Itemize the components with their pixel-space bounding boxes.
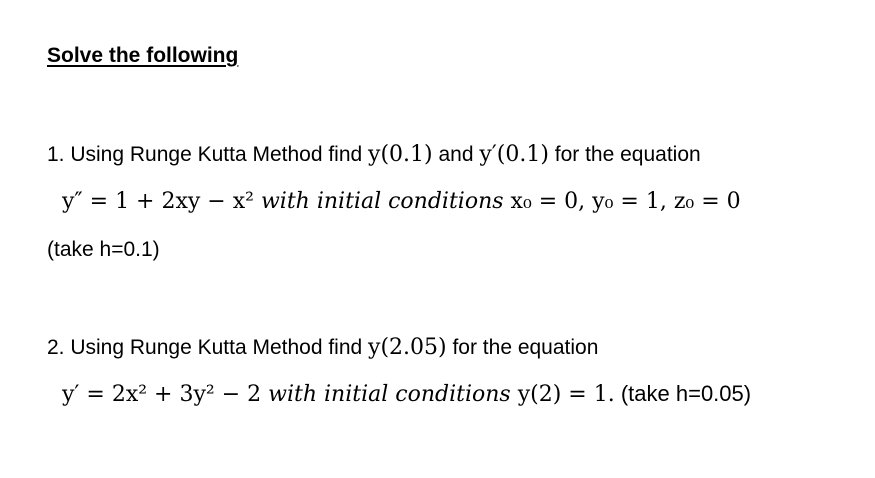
- problem-2-conditions-label: with initial conditions: [261, 382, 518, 407]
- problem-1-target-yprime: y′(0.1): [479, 142, 549, 167]
- problem-2-conditions: y(2) = 1.: [517, 382, 615, 407]
- problem-2-step: (take h=0.05): [614, 381, 752, 406]
- problem-1-statement: [47, 141, 701, 169]
- problem-1-equation: y″ = 1 + 2xy − x²: [62, 189, 254, 214]
- problem-1-tail: for the equation: [548, 143, 701, 166]
- problem-2-target-y: y(2.05): [368, 335, 447, 360]
- problem-1-and: and: [432, 143, 480, 166]
- problem-1-step: (take h=0.1): [47, 238, 160, 261]
- problem-1-conditions-label: with initial conditions: [253, 189, 511, 214]
- heading: Solve the following: [47, 44, 239, 67]
- problem-2-tail: for the equation: [446, 336, 599, 359]
- problem-2-equation: y′ = 2x² + 3y² − 2: [62, 382, 262, 407]
- problem-2-statement: [47, 334, 598, 362]
- problem-1-target-y: y(0.1): [368, 142, 433, 167]
- problem-1-equation-line: [62, 187, 741, 216]
- problem-1-conditions: x₀ = 0, y₀ = 1, z₀ = 0: [510, 189, 741, 214]
- problem-1-intro: 1. Using Runge Kutta Method find: [47, 143, 369, 166]
- problem-2-intro: 2. Using Runge Kutta Method find: [47, 336, 369, 359]
- problem-2-equation-line: [62, 380, 751, 409]
